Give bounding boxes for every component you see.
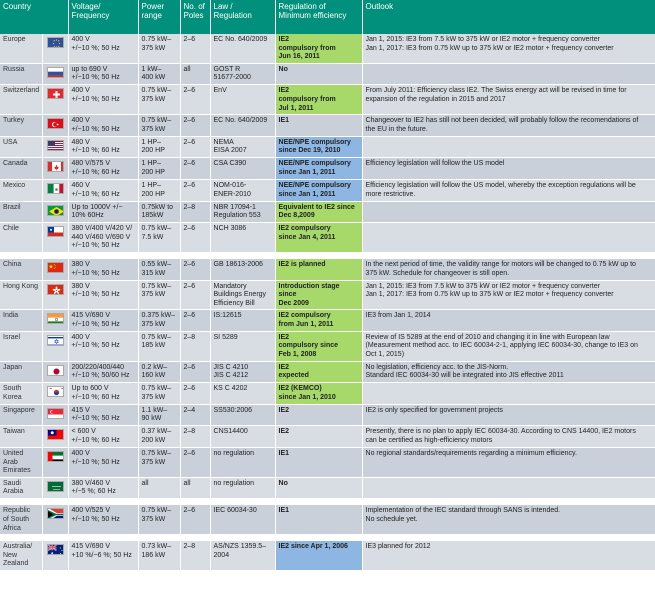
power-range-cell: 1 HP– 200 HP bbox=[138, 136, 180, 158]
aus-flag-icon bbox=[47, 544, 64, 555]
power-range-cell: 1 HP– 200 HP bbox=[138, 179, 180, 201]
poles-cell: 2–6 bbox=[180, 383, 210, 405]
brazil-flag-icon bbox=[47, 205, 64, 216]
voltage-cell: 415 V/690 V +/−10 %; 50 Hz bbox=[68, 310, 138, 332]
law-cell: EnV bbox=[210, 85, 275, 115]
poles-cell: 2–8 bbox=[180, 541, 210, 570]
regulation-cell: NEE/NPE compulsory since Jan 1, 2011 bbox=[275, 179, 362, 201]
flag-cell bbox=[42, 179, 68, 201]
header-power-range: Power range bbox=[138, 0, 180, 34]
mexico-flag-icon bbox=[47, 183, 64, 194]
hk-flag-icon bbox=[47, 284, 64, 295]
voltage-cell: 200/220/400/440 +/−10 %; 50/60 Hz bbox=[68, 361, 138, 383]
country-cell: Saudi Arabia bbox=[0, 477, 42, 499]
law-cell: NBR 17094-1 Regulation 553 bbox=[210, 201, 275, 223]
regulation-cell: IE2 bbox=[275, 426, 362, 448]
table-row bbox=[0, 259, 655, 280]
chile-flag-icon bbox=[47, 226, 64, 237]
country-cell: USA bbox=[0, 136, 42, 158]
flag-cell bbox=[42, 63, 68, 85]
regulation-cell: IE1 bbox=[275, 448, 362, 478]
flag-cell bbox=[42, 361, 68, 383]
law-cell: IEC 60034-30 bbox=[210, 505, 275, 534]
sa-flag-icon bbox=[47, 508, 64, 519]
russia-flag-icon bbox=[47, 67, 64, 78]
power-range-cell: 0.75 kW– 375 kW bbox=[138, 280, 180, 310]
law-cell: NEMA EISA 2007 bbox=[210, 136, 275, 158]
law-cell: JIS C 4210 JIS C 4212 bbox=[210, 361, 275, 383]
outlook-cell: Jan 1, 2015: IE3 from 7.5 kW to 375 kW or IE2 motor + frequency converter Jan 1, 2017: IE3 from 0.75 kW up to 375 kW or IE2 motor + frequency converter bbox=[362, 280, 655, 310]
poles-cell: all bbox=[180, 63, 210, 85]
voltage-cell: 400 V +/−10 %; 50 Hz bbox=[68, 34, 138, 63]
law-cell: KS C 4202 bbox=[210, 383, 275, 405]
country-cell: Israel bbox=[0, 331, 42, 361]
table-row bbox=[0, 201, 655, 223]
regulation-cell: IE2 compulsory since Jan 4, 2011 bbox=[275, 223, 362, 253]
outlook-cell: No legislation, efficiency acc. to the JIS-Norm. Standard IEC 60034-30 will be integrated into JIS effective 2011 bbox=[362, 361, 655, 383]
outlook-cell bbox=[362, 63, 655, 85]
voltage-cell: up to 690 V +/−10 %; 50 Hz bbox=[68, 63, 138, 85]
poles-cell: all bbox=[180, 477, 210, 499]
voltage-cell: < 600 V +/−10 %; 60 Hz bbox=[68, 426, 138, 448]
power-range-cell: 0.375 kW– 375 kW bbox=[138, 310, 180, 332]
header-regulation: Regulation of Minimum efficiency bbox=[275, 0, 362, 34]
flag-cell bbox=[42, 259, 68, 280]
voltage-cell: 460 V +/−10 %; 60 Hz bbox=[68, 179, 138, 201]
regulation-cell: IE2 is planned bbox=[275, 259, 362, 280]
poles-cell: 2–6 bbox=[180, 361, 210, 383]
poles-cell: 2–6 bbox=[180, 310, 210, 332]
poles-cell: 2–6 bbox=[180, 158, 210, 180]
header-law: Law / Regulation bbox=[210, 0, 275, 34]
voltage-cell: Up to 1000V +/− 10% 60Hz bbox=[68, 201, 138, 223]
canada-flag-icon bbox=[47, 161, 64, 172]
flag-cell bbox=[42, 541, 68, 570]
regulation-cell: IE2 expected bbox=[275, 361, 362, 383]
power-range-cell: 0.75 kW– 185 kW bbox=[138, 331, 180, 361]
flag-cell bbox=[42, 85, 68, 115]
flag-cell bbox=[42, 158, 68, 180]
voltage-cell: 400 V +/−10 %; 50 Hz bbox=[68, 85, 138, 115]
country-cell: Australia/ New Zealand bbox=[0, 541, 42, 570]
law-cell: IS:12615 bbox=[210, 310, 275, 332]
turkey-flag-icon bbox=[47, 118, 64, 129]
country-cell: Singapore bbox=[0, 404, 42, 426]
outlook-cell: Implementation of the IEC standard through SANS is intended. No schedule yet. bbox=[362, 505, 655, 534]
poles-cell: 2–6 bbox=[180, 223, 210, 253]
flag-cell bbox=[42, 448, 68, 478]
poles-cell: 2–6 bbox=[180, 179, 210, 201]
outlook-cell: IE3 from Jan 1, 2014 bbox=[362, 310, 655, 332]
flag-cell bbox=[42, 136, 68, 158]
country-cell: United Arab Emirates bbox=[0, 448, 42, 478]
power-range-cell: 0.75 kW– 375 kW bbox=[138, 383, 180, 405]
law-cell: EC No. 640/2009 bbox=[210, 34, 275, 63]
voltage-cell: 380 V +/−10 %; 50 Hz bbox=[68, 280, 138, 310]
regulation-cell: NEE/NPE compulsory since Jan 1, 2011 bbox=[275, 158, 362, 180]
table-row bbox=[0, 331, 655, 361]
poles-cell: 2–6 bbox=[180, 280, 210, 310]
outlook-cell bbox=[362, 223, 655, 253]
voltage-cell: 415 V +/−10 %; 50 Hz bbox=[68, 404, 138, 426]
india-flag-icon bbox=[47, 313, 64, 324]
outlook-cell: Changeover to IE2 has still not been decided, will probably follow the recomendations of the EU in the future. bbox=[362, 115, 655, 137]
table-row bbox=[0, 179, 655, 201]
flag-cell bbox=[42, 477, 68, 499]
flag-cell bbox=[42, 115, 68, 137]
japan-flag-icon bbox=[47, 365, 64, 376]
table-row bbox=[0, 310, 655, 332]
law-cell: SS530:2006 bbox=[210, 404, 275, 426]
law-cell: NOM-016- ENER-2010 bbox=[210, 179, 275, 201]
uae-flag-icon bbox=[47, 451, 64, 462]
table-row bbox=[0, 448, 655, 478]
voltage-cell: Up to 600 V +/−10 %; 60 Hz bbox=[68, 383, 138, 405]
poles-cell: 2–6 bbox=[180, 259, 210, 280]
outlook-cell: Efficiency legislation will follow the US model bbox=[362, 158, 655, 180]
flag-cell bbox=[42, 331, 68, 361]
power-range-cell: 0.75 kW– 375 kW bbox=[138, 85, 180, 115]
voltage-cell: 380 V/460 V +/−5 %; 60 Hz bbox=[68, 477, 138, 499]
law-cell: NCH 3086 bbox=[210, 223, 275, 253]
table-row bbox=[0, 541, 655, 570]
flag-cell bbox=[42, 310, 68, 332]
usa-flag-icon bbox=[47, 140, 64, 151]
outlook-cell: Review of IS 5289 at the end of 2010 and changing it in line with European law (Measurement method acc. to IEC 60034-2-1, applying IEC 60034-30, change to IE3 on Oct 1, 2015) bbox=[362, 331, 655, 361]
country-cell: Europe bbox=[0, 34, 42, 63]
outlook-cell: In the next period of time, the validity range for motors will be changed to 0.75 kW up to 375 kW. Schedule for changeover is still open. bbox=[362, 259, 655, 280]
regulation-cell: IE1 bbox=[275, 115, 362, 137]
table-row bbox=[0, 280, 655, 310]
taiwan-flag-icon bbox=[47, 429, 64, 440]
voltage-cell: 400 V +/−10 %; 50 Hz bbox=[68, 331, 138, 361]
poles-cell: 2–6 bbox=[180, 34, 210, 63]
header-voltage: Voltage/ Frequency bbox=[68, 0, 138, 34]
voltage-cell: 415 V/690 V +10 %/−6 %; 50 Hz bbox=[68, 541, 138, 570]
eu-flag-icon bbox=[47, 37, 64, 48]
flag-cell bbox=[42, 505, 68, 534]
poles-cell: 2–6 bbox=[180, 136, 210, 158]
poles-cell: 2–8 bbox=[180, 201, 210, 223]
country-cell: Switzerland bbox=[0, 85, 42, 115]
law-cell: AS/NZS 1359.5– 2004 bbox=[210, 541, 275, 570]
regulation-cell: Introduction stage since Dec 2009 bbox=[275, 280, 362, 310]
outlook-cell: IE3 planned for 2012 bbox=[362, 541, 655, 570]
power-range-cell: 0.75kW to 185kW bbox=[138, 201, 180, 223]
regulation-cell: IE2 compulsory from Jun 1, 2011 bbox=[275, 310, 362, 332]
flag-cell bbox=[42, 201, 68, 223]
saudi-flag-icon bbox=[47, 481, 64, 492]
flag-cell bbox=[42, 426, 68, 448]
voltage-cell: 480 V/575 V +/−10 %; 60 Hz bbox=[68, 158, 138, 180]
voltage-cell: 400 V/525 V +/−10 %; 50 Hz bbox=[68, 505, 138, 534]
power-range-cell: 0.75 kW– 375 kW bbox=[138, 115, 180, 137]
flag-cell bbox=[42, 34, 68, 63]
voltage-cell: 380 V +/−10 %; 50 Hz bbox=[68, 259, 138, 280]
power-range-cell: 1 HP– 200 HP bbox=[138, 158, 180, 180]
header-country: Country bbox=[0, 0, 68, 34]
table-row bbox=[0, 223, 655, 253]
china-flag-icon bbox=[47, 262, 64, 273]
regulation-cell: No bbox=[275, 477, 362, 499]
country-cell: Turkey bbox=[0, 115, 42, 137]
table-row bbox=[0, 85, 655, 115]
outlook-cell: Efficiency legislation will follow the US model, whereby the exception regulations will be more restrictive. bbox=[362, 179, 655, 201]
power-range-cell: 0.75 kW– 375 kW bbox=[138, 34, 180, 63]
header-outlook: Outlook bbox=[362, 0, 655, 34]
table-row bbox=[0, 383, 655, 405]
outlook-cell: From July 2011: Efficiency class IE2. The Swiss energy act will be revised in time for expansion of the regulation in 2015 and 2017 bbox=[362, 85, 655, 115]
regulation-cell: No bbox=[275, 63, 362, 85]
country-cell: Japan bbox=[0, 361, 42, 383]
table-row bbox=[0, 136, 655, 158]
israel-flag-icon bbox=[47, 335, 64, 346]
poles-cell: 2–6 bbox=[180, 115, 210, 137]
table-row bbox=[0, 505, 655, 534]
country-cell: Canada bbox=[0, 158, 42, 180]
country-cell: India bbox=[0, 310, 42, 332]
power-range-cell: 0.73 kW– 186 kW bbox=[138, 541, 180, 570]
table-row bbox=[0, 34, 655, 63]
outlook-cell bbox=[362, 201, 655, 223]
power-range-cell: 0.2 kW– 160 kW bbox=[138, 361, 180, 383]
country-cell: Mexico bbox=[0, 179, 42, 201]
outlook-cell: Presently, there is no plan to apply IEC 60034-30. According to CNS 14400, IE2 motors can be certified as high-efficiency motors bbox=[362, 426, 655, 448]
table-row bbox=[0, 404, 655, 426]
table-header-row bbox=[0, 0, 655, 34]
country-cell: Republic of South Africa bbox=[0, 505, 42, 534]
poles-cell: 2–6 bbox=[180, 505, 210, 534]
power-range-cell: 0.37 kW– 200 kW bbox=[138, 426, 180, 448]
law-cell: no regulation bbox=[210, 477, 275, 499]
regulation-cell: Equivalent to IE2 since Dec 8,2009 bbox=[275, 201, 362, 223]
voltage-cell: 400 V +/−10 %; 50 Hz bbox=[68, 448, 138, 478]
power-range-cell: 0.75 kW– 375 kW bbox=[138, 505, 180, 534]
power-range-cell: 0.75 kW– 7.5 kW bbox=[138, 223, 180, 253]
regulation-cell: IE2 compulsory from Jul 1, 2011 bbox=[275, 85, 362, 115]
country-cell: South Korea bbox=[0, 383, 42, 405]
header-poles: No. of Poles bbox=[180, 0, 210, 34]
law-cell: GOST R 51677-2000 bbox=[210, 63, 275, 85]
regulation-cell: IE2 compulsory since Feb 1, 2008 bbox=[275, 331, 362, 361]
regulation-cell: IE2 (KEMCO) since Jan 1, 2010 bbox=[275, 383, 362, 405]
table-body bbox=[0, 34, 655, 570]
power-range-cell: 1.1 kW– 90 kW bbox=[138, 404, 180, 426]
law-cell: Mandatory Buildings Energy Efficiency Bill bbox=[210, 280, 275, 310]
country-cell: Brazil bbox=[0, 201, 42, 223]
power-range-cell: 0.75 kW– 375 kW bbox=[138, 448, 180, 478]
regulation-cell: IE1 bbox=[275, 505, 362, 534]
flag-cell bbox=[42, 383, 68, 405]
poles-cell: 2–4 bbox=[180, 404, 210, 426]
poles-cell: 2–6 bbox=[180, 85, 210, 115]
flag-cell bbox=[42, 280, 68, 310]
voltage-cell: 380 V/400 V/420 V/ 440 V/460 V/690 V +/−10 %; 50 Hz bbox=[68, 223, 138, 253]
korea-flag-icon bbox=[47, 386, 64, 397]
regulation-cell: IE2 since Apr 1, 2006 bbox=[275, 541, 362, 570]
table-row bbox=[0, 426, 655, 448]
regulation-cell: NEE/NPE compulsory since Dec 19, 2010 bbox=[275, 136, 362, 158]
country-cell: Hong Kong bbox=[0, 280, 42, 310]
flag-cell bbox=[42, 404, 68, 426]
power-range-cell: 0.55 kW– 315 kW bbox=[138, 259, 180, 280]
country-cell: Russia bbox=[0, 63, 42, 85]
country-cell: Taiwan bbox=[0, 426, 42, 448]
table-row bbox=[0, 477, 655, 499]
outlook-cell: Jan 1, 2015: IE3 from 7.5 kW to 375 kW or IE2 motor + frequency converter Jan 1, 2017: IE3 from 0.75 kW up to 375 kW or IE2 motor + frequency converter bbox=[362, 34, 655, 63]
voltage-cell: 480 V +/−10 %; 60 Hz bbox=[68, 136, 138, 158]
swiss-flag-icon bbox=[47, 88, 64, 99]
power-range-cell: 1 kW– 400 kW bbox=[138, 63, 180, 85]
table-row bbox=[0, 63, 655, 85]
outlook-cell: No regional standards/requirements regarding a minimum efficiency. bbox=[362, 448, 655, 478]
poles-cell: 2–8 bbox=[180, 426, 210, 448]
outlook-cell: IE2 is only specified for government projects bbox=[362, 404, 655, 426]
law-cell: CSA C390 bbox=[210, 158, 275, 180]
table-row bbox=[0, 115, 655, 137]
regulation-cell: IE2 compulsory from Jun 16, 2011 bbox=[275, 34, 362, 63]
law-cell: CNS14400 bbox=[210, 426, 275, 448]
voltage-cell: 400 V +/−10 %; 50 Hz bbox=[68, 115, 138, 137]
outlook-cell bbox=[362, 477, 655, 499]
law-cell: GB 18613-2006 bbox=[210, 259, 275, 280]
regulation-cell: IE2 bbox=[275, 404, 362, 426]
law-cell: SI 5289 bbox=[210, 331, 275, 361]
outlook-cell bbox=[362, 136, 655, 158]
poles-cell: 2–6 bbox=[180, 448, 210, 478]
law-cell: EC No. 640/2009 bbox=[210, 115, 275, 137]
law-cell: no regulation bbox=[210, 448, 275, 478]
power-range-cell: all bbox=[138, 477, 180, 499]
country-cell: China bbox=[0, 259, 42, 280]
outlook-cell bbox=[362, 383, 655, 405]
table-row bbox=[0, 361, 655, 383]
country-cell: Chile bbox=[0, 223, 42, 253]
flag-cell bbox=[42, 223, 68, 253]
table-row bbox=[0, 158, 655, 180]
poles-cell: 2–8 bbox=[180, 331, 210, 361]
singapore-flag-icon bbox=[47, 408, 64, 419]
